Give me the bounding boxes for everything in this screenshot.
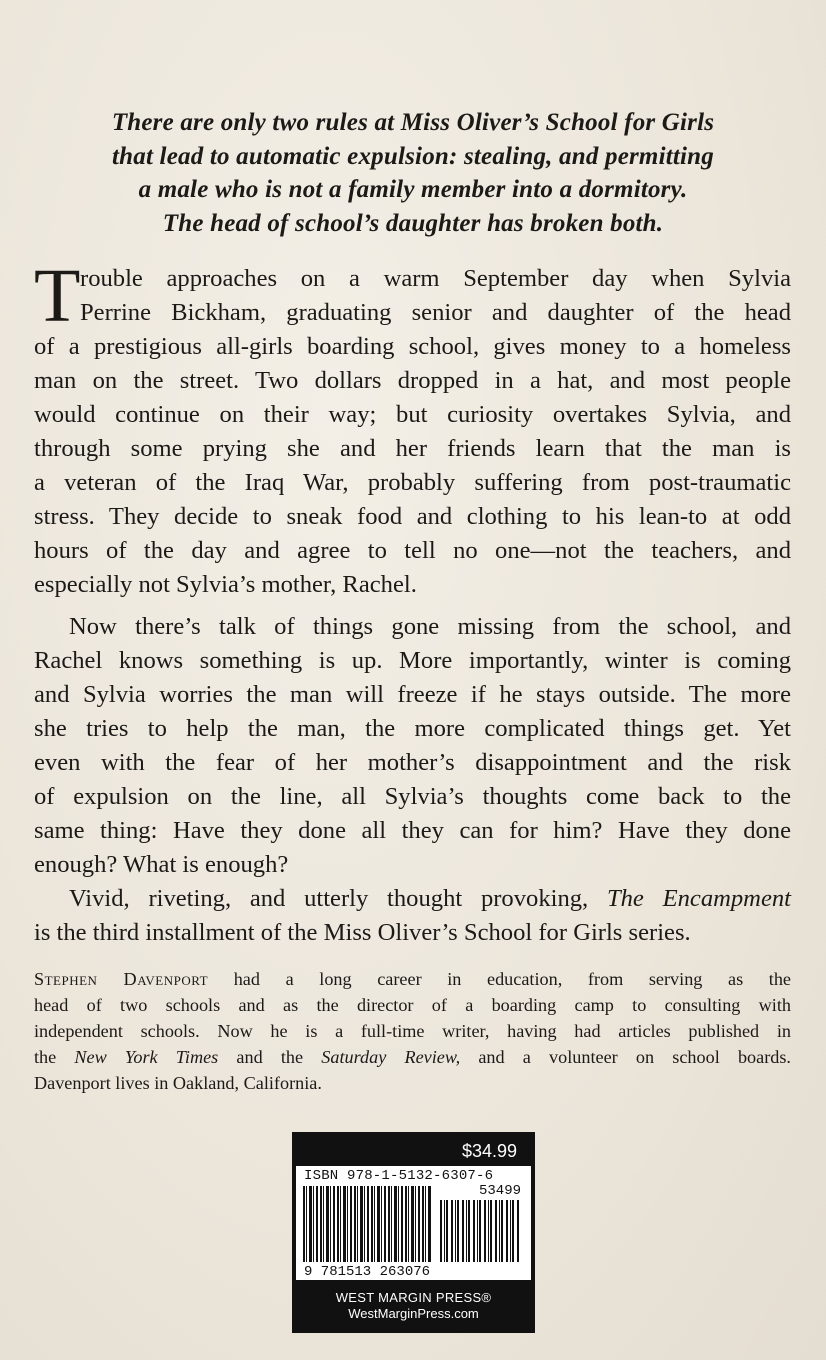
tagline-line: The head of school’s daughter has broken both. [162, 209, 664, 237]
paragraph-line [34, 882, 791, 916]
bio-line: head of two schools and as the director of a boarding camp to consulting with [34, 995, 791, 1015]
barcode-bars [303, 1186, 431, 1262]
synopsis-paragraph-1 [34, 254, 791, 602]
tagline-line: that lead to automatic expulsion: stealing, and permitting [112, 142, 714, 170]
paragraph-line: a veteran of the Iraq War, probably suffering from post-traumatic [34, 469, 791, 496]
author-name: Stephen Davenport [34, 969, 209, 989]
barcode-panel [296, 1166, 531, 1280]
publisher-website: WestMarginPress.com [348, 1306, 479, 1321]
bio-text: the [34, 1047, 75, 1067]
paragraph-line: Perrine Bickham, graduating senior and daughter of the head [80, 299, 791, 326]
tagline [50, 106, 776, 240]
addon-barcode-bars [440, 1200, 520, 1262]
bio-line: Davenport lives in Oakland, California. [34, 1073, 322, 1093]
tagline-line: There are only two rules at Miss Oliver’s School for Girls [111, 109, 715, 136]
synopsis-paragraph-3 [34, 882, 791, 950]
paragraph-line: stress. They decide to sneak food and clothing to his lean-to at odd [34, 503, 791, 530]
publication-title: Saturday Review, [321, 1047, 461, 1067]
paragraph-line: and Sylvia worries the man will freeze if he stays outside. The more [34, 681, 791, 708]
addon-code: 53499 [478, 1183, 521, 1199]
price-label: $34.99 [461, 1141, 517, 1161]
ean-number: 9 781513 263076 [304, 1264, 431, 1280]
paragraph-line: same thing: Have they done all they can for him? Have they done [34, 817, 791, 844]
paragraph-line: Now there’s talk of things gone missing from the school, and [69, 613, 791, 640]
publisher-name: WEST MARGIN PRESS® [335, 1290, 492, 1305]
bio-line [34, 966, 791, 992]
paragraph-line: rouble approaches on a warm September day when Sylvia [80, 265, 791, 292]
synopsis-paragraph-2 [34, 610, 791, 882]
bio-text: had a long career in education, from serving as the [208, 969, 791, 989]
paragraph-line: hours of the day and agree to tell no one—not the teachers, and [34, 537, 791, 564]
author-bio [34, 966, 791, 1096]
tagline-line: a male who is not a family member into a dormitory. [138, 176, 688, 203]
paragraph-line: especially not Sylvia’s mother, Rachel. [34, 571, 417, 598]
bio-line [34, 1044, 791, 1070]
paragraph-line: man on the street. Two dollars dropped in a hat, and most people [34, 367, 791, 394]
paragraph-line: would continue on their way; but curiosity overtakes Sylvia, and [34, 401, 791, 428]
publisher-info [296, 1290, 531, 1322]
book-title: The Encampment [606, 885, 791, 912]
paragraph-line: Rachel knows something is up. More importantly, winter is coming [34, 647, 791, 674]
bio-text: and the [218, 1047, 322, 1067]
paragraph-line: of expulsion on the line, all Sylvia’s thoughts come back to the [34, 783, 791, 810]
paragraph-text: Vivid, riveting, and utterly thought provoking, [69, 885, 607, 912]
paragraph-line: enough? What is enough? [34, 851, 289, 878]
barcode-block [292, 1132, 535, 1333]
price-row [296, 1136, 531, 1166]
paragraph-line: even with the fear of her mother’s disappointment and the risk [34, 749, 791, 776]
bio-text: and a volunteer on school boards. [460, 1047, 791, 1067]
bio-line: independent schools. Now he is a full-time writer, having had articles published in [34, 1021, 791, 1041]
paragraph-line: of a prestigious all-girls boarding school, gives money to a homeless [34, 333, 791, 360]
isbn-label: ISBN 978-1-5132-6307-6 [304, 1168, 494, 1184]
paragraph-line: she tries to help the man, the more complicated things get. Yet [34, 715, 791, 742]
drop-cap: T [34, 254, 81, 338]
paragraph-line: through some prying she and her friends learn that the man is [34, 435, 791, 462]
paragraph-line: is the third installment of the Miss Oliver’s School for Girls series. [34, 919, 691, 946]
publication-title: New York Times [74, 1047, 219, 1067]
